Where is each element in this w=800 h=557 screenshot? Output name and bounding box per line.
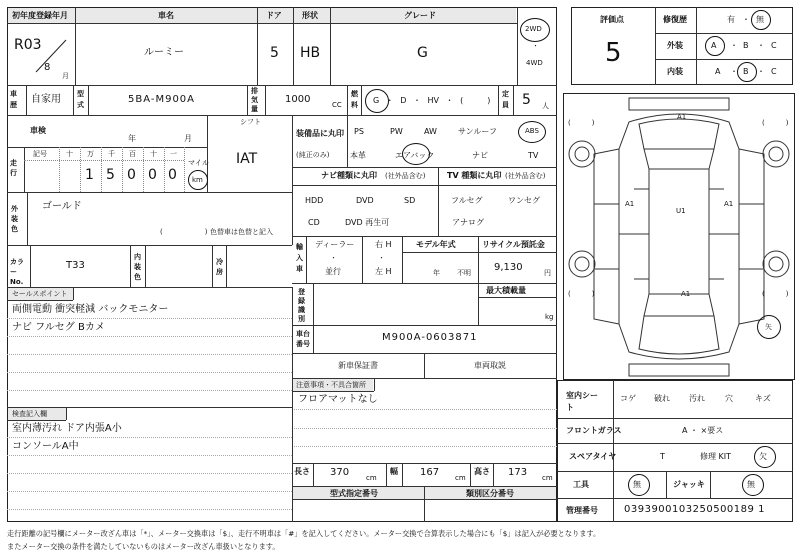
mile-label: マイル bbox=[188, 159, 209, 167]
model-year-unit: 年 bbox=[433, 269, 440, 277]
seat-label: 室内シート bbox=[566, 391, 598, 412]
spare-label: スペアタイヤ bbox=[569, 452, 617, 461]
navi-type-label: ナビ種類に丸印 bbox=[321, 171, 377, 180]
usage-label: 車歴 bbox=[10, 90, 17, 109]
exterior-color: ゴールド bbox=[42, 201, 82, 212]
caution-line-1: フロアマットなし bbox=[298, 394, 378, 405]
cc-unit: CC bbox=[332, 101, 342, 109]
tv-type-sub: (社外品含む) bbox=[505, 172, 546, 180]
seat-dirt: 汚れ bbox=[689, 394, 705, 403]
header-shade bbox=[8, 8, 516, 23]
fuel-label: 燃料 bbox=[351, 90, 358, 109]
sales-line-2: ナビ フルセグ Bカメ bbox=[12, 322, 105, 333]
inspector-line-2: コンソールA中 bbox=[12, 441, 79, 452]
import-dealer: ディーラー bbox=[315, 240, 355, 249]
navi-hdd: HDD bbox=[305, 196, 324, 205]
import-right-h: 右 H bbox=[375, 240, 392, 249]
interior-grade-dot-1: ・ bbox=[730, 67, 738, 76]
equip-navi: ナビ bbox=[472, 151, 488, 160]
door-count: 5 bbox=[270, 45, 279, 61]
width-label: 幅 bbox=[390, 467, 398, 476]
seat-scratch: キズ bbox=[755, 394, 771, 403]
navi-dvd: DVD bbox=[356, 196, 374, 205]
door-label: ドア bbox=[266, 11, 282, 20]
equip-leather: 本革 bbox=[350, 151, 366, 160]
repair-no: 無 bbox=[756, 15, 764, 24]
seat-hole: 穴 bbox=[725, 394, 733, 403]
type-spec-label: 型式指定番号 bbox=[330, 489, 378, 498]
shape-label: 形状 bbox=[302, 11, 318, 20]
drive-4wd: 4WD bbox=[526, 59, 543, 67]
digit-4: 0 bbox=[148, 167, 157, 183]
model-label: 型式 bbox=[77, 90, 84, 109]
manual-label: 車両取説 bbox=[474, 361, 506, 370]
max-load-label: 最大積載量 bbox=[486, 286, 526, 295]
recycle-unit: 円 bbox=[544, 269, 551, 277]
digit-label-4: 十 bbox=[150, 150, 157, 158]
width-unit: cm bbox=[455, 474, 466, 482]
height-value: 173 bbox=[508, 467, 528, 478]
diagram-bracket-tr: ( ) bbox=[762, 119, 789, 127]
digit-1: 1 bbox=[85, 167, 94, 183]
jack-label: ジャッキ bbox=[673, 480, 705, 489]
glass-value: A ・ ×要ス bbox=[682, 426, 724, 435]
exterior-grade-a: A bbox=[711, 41, 717, 50]
model-value: 5BA-M900A bbox=[128, 94, 196, 105]
interior-grade-label: 内装 bbox=[667, 67, 683, 76]
length-value: 370 bbox=[330, 467, 350, 478]
car-diagram bbox=[564, 94, 794, 379]
class-no-label: 類別区分番号 bbox=[466, 489, 514, 498]
diagram-mark-rear: A1 bbox=[681, 290, 691, 298]
equip-sunroof: サンルーフ bbox=[458, 127, 497, 136]
footer-line-2: またメーター交換の条件を満たしていないものはメーター改ざん車扱いとなります。 bbox=[7, 542, 280, 551]
kg-unit: kg bbox=[545, 313, 554, 321]
tv-oneseg: ワンセグ bbox=[508, 196, 540, 205]
drive-2wd: 2WD bbox=[525, 25, 542, 33]
cursor-mark: 矢 bbox=[765, 323, 772, 331]
fuel-options: G ・ D ・ HV ・ ( ) bbox=[373, 96, 491, 105]
grade-label: グレード bbox=[404, 11, 436, 20]
equip-abs: ABS bbox=[525, 127, 539, 135]
first-reg-month: 8 bbox=[44, 62, 51, 73]
height-unit: cm bbox=[542, 474, 553, 482]
diagram-mark-front: A1 bbox=[677, 113, 687, 121]
shaken-label: 車検 bbox=[30, 126, 46, 135]
exterior-grade-label: 外装 bbox=[667, 41, 683, 50]
import-dot-2: ・ bbox=[378, 254, 385, 262]
tv-type-label: TV 種類に丸印 bbox=[447, 171, 502, 180]
warranty-label: 新車保証書 bbox=[338, 361, 378, 370]
footer-line-1: 走行距離の記号欄にメーター改ざん車は「*」、メーター交換車は「$」、走行不明車は「#」を記入してください。メーター交換で合算表示した場合にも「$」は記入が必要となります。 bbox=[7, 529, 601, 538]
color-no-value: T33 bbox=[66, 260, 85, 271]
spare-t: T bbox=[660, 452, 665, 461]
equip-tv: TV bbox=[528, 151, 539, 160]
length-unit: cm bbox=[366, 474, 377, 482]
exterior-grade-b: B bbox=[743, 41, 749, 50]
navi-dvd-play: DVD 再生可 bbox=[345, 218, 390, 227]
equip-airbag: エアバック bbox=[395, 151, 435, 160]
equip-pw: PW bbox=[390, 127, 403, 136]
shaken-year-unit: 年 bbox=[128, 134, 136, 143]
interior-grade-dot-2: ・ bbox=[757, 67, 765, 76]
glass-label: フロントガラス bbox=[566, 426, 622, 435]
recycle-label: リサイクル預託金 bbox=[482, 240, 545, 249]
displacement-label: 排気量 bbox=[251, 87, 258, 113]
seat-burn: コゲ bbox=[620, 394, 636, 403]
displacement-value: 1000 bbox=[285, 94, 311, 105]
tools-label: 工具 bbox=[573, 480, 589, 489]
equip-aw: AW bbox=[424, 127, 437, 136]
month-unit: 月 bbox=[62, 72, 69, 80]
exterior-note: 色替車は色替と記入 bbox=[210, 228, 273, 236]
capacity-value: 5 bbox=[522, 92, 531, 108]
equip-ps: PS bbox=[354, 127, 364, 136]
interior-grade-a: A bbox=[715, 67, 721, 76]
equipment-sub: (純正のみ) bbox=[296, 151, 330, 159]
width-value: 167 bbox=[420, 467, 440, 478]
interior-grade-b: B bbox=[743, 67, 749, 76]
ac-label: 冷房 bbox=[216, 258, 223, 276]
spare-missing: 欠 bbox=[759, 452, 767, 461]
grade-value: G bbox=[417, 45, 428, 61]
km-label: km bbox=[192, 176, 203, 184]
diagram-mark-left: A1 bbox=[625, 200, 635, 208]
exterior-grade-c: C bbox=[771, 41, 777, 50]
reg-label: 登録識別 bbox=[298, 288, 305, 323]
diagram-bracket-br: ( ) bbox=[762, 290, 789, 298]
usage-value: 自家用 bbox=[31, 94, 61, 105]
mileage-code-label: 記号 bbox=[33, 150, 47, 158]
score-label: 評価点 bbox=[600, 15, 624, 24]
interior-grade-c: C bbox=[771, 67, 777, 76]
first-reg-label: 初年度登録年月 bbox=[12, 11, 68, 20]
shift-label: シフト bbox=[240, 118, 261, 126]
length-label: 長さ bbox=[294, 467, 310, 476]
import-dot-1: ・ bbox=[330, 254, 337, 262]
inspector-line-1: 室内薄汚れ ドア内張A小 bbox=[12, 423, 122, 434]
import-parallel: 並行 bbox=[325, 267, 341, 276]
chassis-label: 車台番号 bbox=[296, 330, 310, 348]
interior-label: 内装色 bbox=[134, 253, 141, 281]
car-name: ルーミー bbox=[144, 47, 184, 58]
first-reg-era: R03 bbox=[14, 37, 42, 53]
capacity-unit: 人 bbox=[542, 102, 549, 110]
mileage-label: 走行 bbox=[10, 159, 17, 177]
digit-label-0: 十 bbox=[66, 150, 73, 158]
navi-sd: SD bbox=[404, 196, 416, 205]
shift-value: IAT bbox=[236, 151, 258, 167]
jack-value: 無 bbox=[747, 480, 755, 489]
repair-label: 修復歴 bbox=[663, 15, 687, 24]
sales-line-1: 両側電動 衝突軽減 バックモニター bbox=[12, 304, 169, 315]
digit-2: 5 bbox=[106, 167, 115, 183]
exterior-grade-dot-2: ・ bbox=[757, 41, 765, 50]
management-label: 管理番号 bbox=[566, 506, 598, 515]
caution-label: 注意事項・不具合箇所 bbox=[296, 381, 366, 389]
diagram-mark-roof: U1 bbox=[676, 207, 686, 215]
import-left-h: 左 H bbox=[375, 267, 392, 276]
score-value: 5 bbox=[605, 38, 622, 68]
tv-analog: アナログ bbox=[452, 218, 484, 227]
recycle-value: 9,130 bbox=[494, 262, 523, 273]
drive-dot: ・ bbox=[532, 42, 539, 50]
tv-fullseg: フルセグ bbox=[451, 196, 483, 205]
digit-3: 0 bbox=[127, 167, 136, 183]
digit-label-1: 万 bbox=[87, 150, 94, 158]
equipment-label: 装備品に丸印 bbox=[296, 129, 344, 138]
management-value: 0393900103250500189 1 bbox=[624, 504, 765, 515]
inspector-label: 検査記入欄 bbox=[12, 410, 47, 418]
digit-5: 0 bbox=[168, 167, 177, 183]
navi-cd: CD bbox=[308, 218, 320, 227]
model-year-label: モデル年式 bbox=[416, 240, 456, 249]
repair-yes: 有 bbox=[727, 15, 735, 24]
spare-kit: 修理 KIT bbox=[700, 452, 732, 461]
diagram-mark-right: A1 bbox=[724, 200, 734, 208]
exterior-label: 外装色 bbox=[11, 205, 18, 233]
diagram-bracket-tl: ( ) bbox=[568, 119, 595, 127]
car-name-label: 車名 bbox=[158, 11, 174, 20]
navi-type-sub: (社外品含む) bbox=[385, 172, 426, 180]
chassis-value: M900A-0603871 bbox=[382, 332, 478, 343]
model-year-value: 不明 bbox=[457, 269, 471, 277]
shape-value: HB bbox=[300, 45, 321, 61]
digit-label-3: 百 bbox=[129, 150, 136, 158]
capacity-label: 定員 bbox=[502, 90, 509, 109]
exterior-grade-dot-1: ・ bbox=[730, 41, 738, 50]
digit-label-5: 一 bbox=[170, 150, 177, 158]
import-label: 輸入車 bbox=[296, 243, 303, 273]
seat-tear: 破れ bbox=[654, 394, 670, 403]
color-no-label: カラーNo. bbox=[10, 258, 24, 286]
diagram-bracket-bl: ( ) bbox=[568, 290, 595, 298]
digit-label-2: 千 bbox=[108, 150, 115, 158]
height-label: 高さ bbox=[474, 467, 490, 476]
exterior-paren: ( ) bbox=[160, 228, 208, 236]
repair-dot: ・ bbox=[742, 15, 750, 24]
shaken-month-unit: 月 bbox=[184, 134, 192, 143]
sales-point-label: セールスポイント bbox=[12, 290, 68, 298]
tools-value: 無 bbox=[633, 480, 641, 489]
